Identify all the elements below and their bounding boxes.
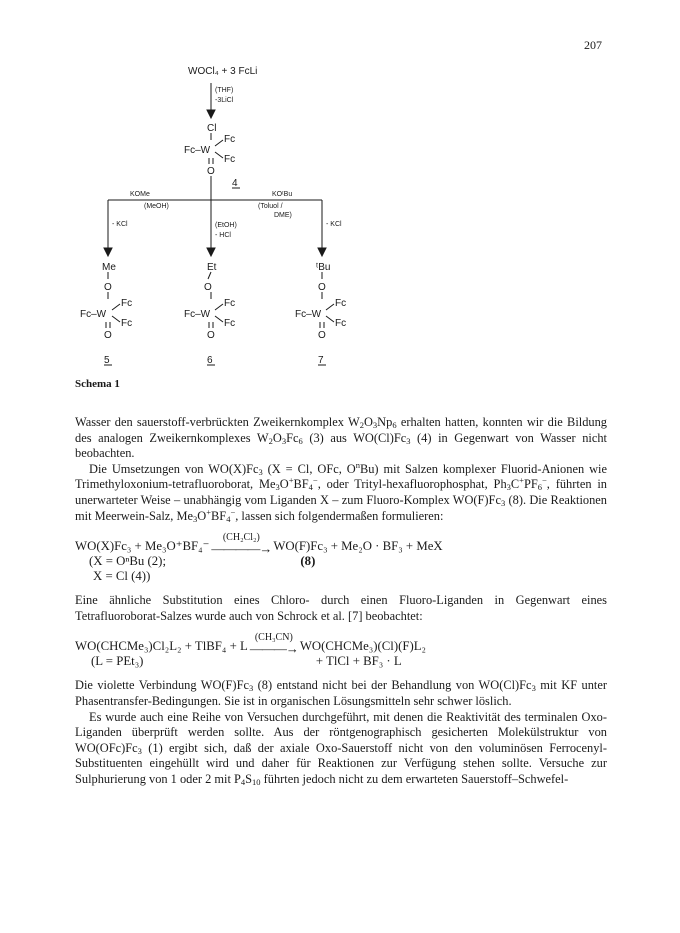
fc-label: Fc [224,298,236,309]
right-solvent-2: DME) [274,212,292,219]
fc-label: Fc [335,298,347,309]
equation-1 [75,533,607,584]
arrow-condition: (CH₃CN) [254,632,293,644]
scheme-condition-thf: (THF) [215,87,234,94]
equation-condition: (X = OⁿBu (2); [89,554,166,569]
equation-right-side: WO(CHCMe₃)(Cl)(F)L₂ [299,639,427,654]
compound-4-label: 4 [232,178,238,189]
right-loss: - KCl [326,221,342,228]
compound-5-label: 5 [104,355,110,366]
scheme-condition-licl: -3LiCl [215,97,234,104]
reaction-scheme [60,60,620,390]
fc-w-label: Fc–W [184,309,211,320]
article-body [75,415,607,788]
reaction-arrow: (CH₂Cl₂) ――――→ [211,532,272,557]
product-label: (8) [300,554,316,569]
fc-w-label: Fc–W [80,309,107,320]
fc-label: Fc [335,318,347,329]
scheme-reactants: WOCl₄ + 3 FcLi [188,66,258,77]
fc-label: Fc [121,318,133,329]
left-reagent: KOMe [130,191,150,198]
paragraph: Es wurde auch eine Reihe von Versuchen durchgeführt, mit denen die Reaktivität des terminalen Oxo-Liganden überprüft werden sollte. Aus der röntgenographisch gesicherten Molekülstruktur von $WO(OFc)Fc_3$ (1) ergibt sich, daß der axiale Oxo-Sauerstoff nicht von den voluminösen Ferrocenyl-Substituenten eingehüllt wird und daher für Reaktionen zur Verfügung stehen sollte. Versuche zur Sulphurierung von 1 oder 2 mit $P_4S_{10}$ führten jedoch nicht zu dem erwarteten Sauerstoff–Schwefel- [75,709,607,787]
oxygen-label: O [204,282,212,293]
page-number: 207 [584,38,602,52]
right-reagent: KOᵗBu [272,191,293,198]
fc-label: Fc [224,318,236,329]
fc-label: Fc [121,298,133,309]
arrow-condition: (CH₂Cl₂) [222,532,260,544]
oxo-label: O [318,330,326,341]
fc-w-label: Fc–W [295,309,322,320]
right-solvent: (Toluol / [258,203,283,210]
fc-label: Fc [224,134,236,145]
methyl-label: Me [102,262,116,273]
fc-label: Fc [224,154,236,165]
equation-2 [75,633,607,669]
oxygen-label: O [104,282,112,293]
equation-left-side: WO(CHCMe₃)Cl₂L₂ + TlBF₄ + L [75,639,248,654]
compound-6-label: 6 [207,355,213,366]
paragraph: Die violette Verbindung $WO(F)Fc_3$ (8) entstand nicht bei der Behandlung von $WO(Cl)Fc_3$ mit KF unter Phasentransfer-Bedingungen. Sie ist in organischen Lösungsmitteln sehr schwer löslich. [75,678,607,708]
tert-butyl-label: ᵗBu [316,262,331,273]
scheme-drawing [60,60,620,390]
paragraph: Die Umsetzungen von $WO(X)Fc_3$ (X = Cl, OFc, $O^nBu$) mit Salzen komplexer Fluorid-Anionen wie Trimethyloxonium-tetrafluoroborat, $Me_3O^+BF_4^-$, oder Trityl-hexafluorophosphat, $Ph_3C^+PF_6^-$, führten in unerwarteter Weise – unabhängig vom Liganden X – zum Fluoro-Komplex $WO(F)Fc_3$ (8). Die Reaktionen mit Meerwein-Salz, $Me_3O^+BF_4^-$, lassen sich folgendermaßen formulieren: [75,459,607,524]
equation-condition: X = Cl (4)) [93,569,151,584]
oxo-label: O [104,330,112,341]
chlorine-label: Cl [207,123,217,134]
left-solvent: (MeOH) [144,203,169,210]
ethyl-label: Et [207,262,217,273]
compound-7-label: 7 [318,355,324,366]
oxygen-label: O [318,282,326,293]
equation-condition: (L = PEt₃) [91,654,144,669]
fc-w-label: Fc–W [184,145,211,156]
equation-left-side: WO(X)Fc₃ + Me₃O⁺BF₄⁻ [75,539,210,554]
middle-solvent: (EtOH) [215,222,237,229]
oxo-label: O [207,330,215,341]
middle-loss: - HCl [215,232,231,239]
scheme-caption: Schema 1 [75,378,120,390]
oxo-label: O [207,166,215,177]
equation-byproducts: + TlCl + BF₃ · L [315,654,402,669]
reaction-arrow: (CH₃CN) ―――→ [249,632,298,657]
paragraph: Eine ähnliche Substitution eines Chloro- durch einen Fluoro-Liganden in Gegenwart eines Tetrafluoroborat-Salzes wurde auch von Schrock et al. [7] beobachtet: [75,593,607,623]
left-loss: - KCl [112,221,128,228]
paragraph: Wasser den sauerstoff-verbrückten Zweikernkomplex $W_2O_3Np_6$ erhalten hatten, konnten wir die Bildung des analogen Zweikernkomplexes $W_2O_3Fc_6$ (3) aus $WO(Cl)Fc_3$ (4) in Gegenwart von Wasser nicht beobachten. [75,415,608,461]
equation-right-side: WO(F)Fc₃ + Me₂O · BF₃ + MeX [273,539,443,554]
